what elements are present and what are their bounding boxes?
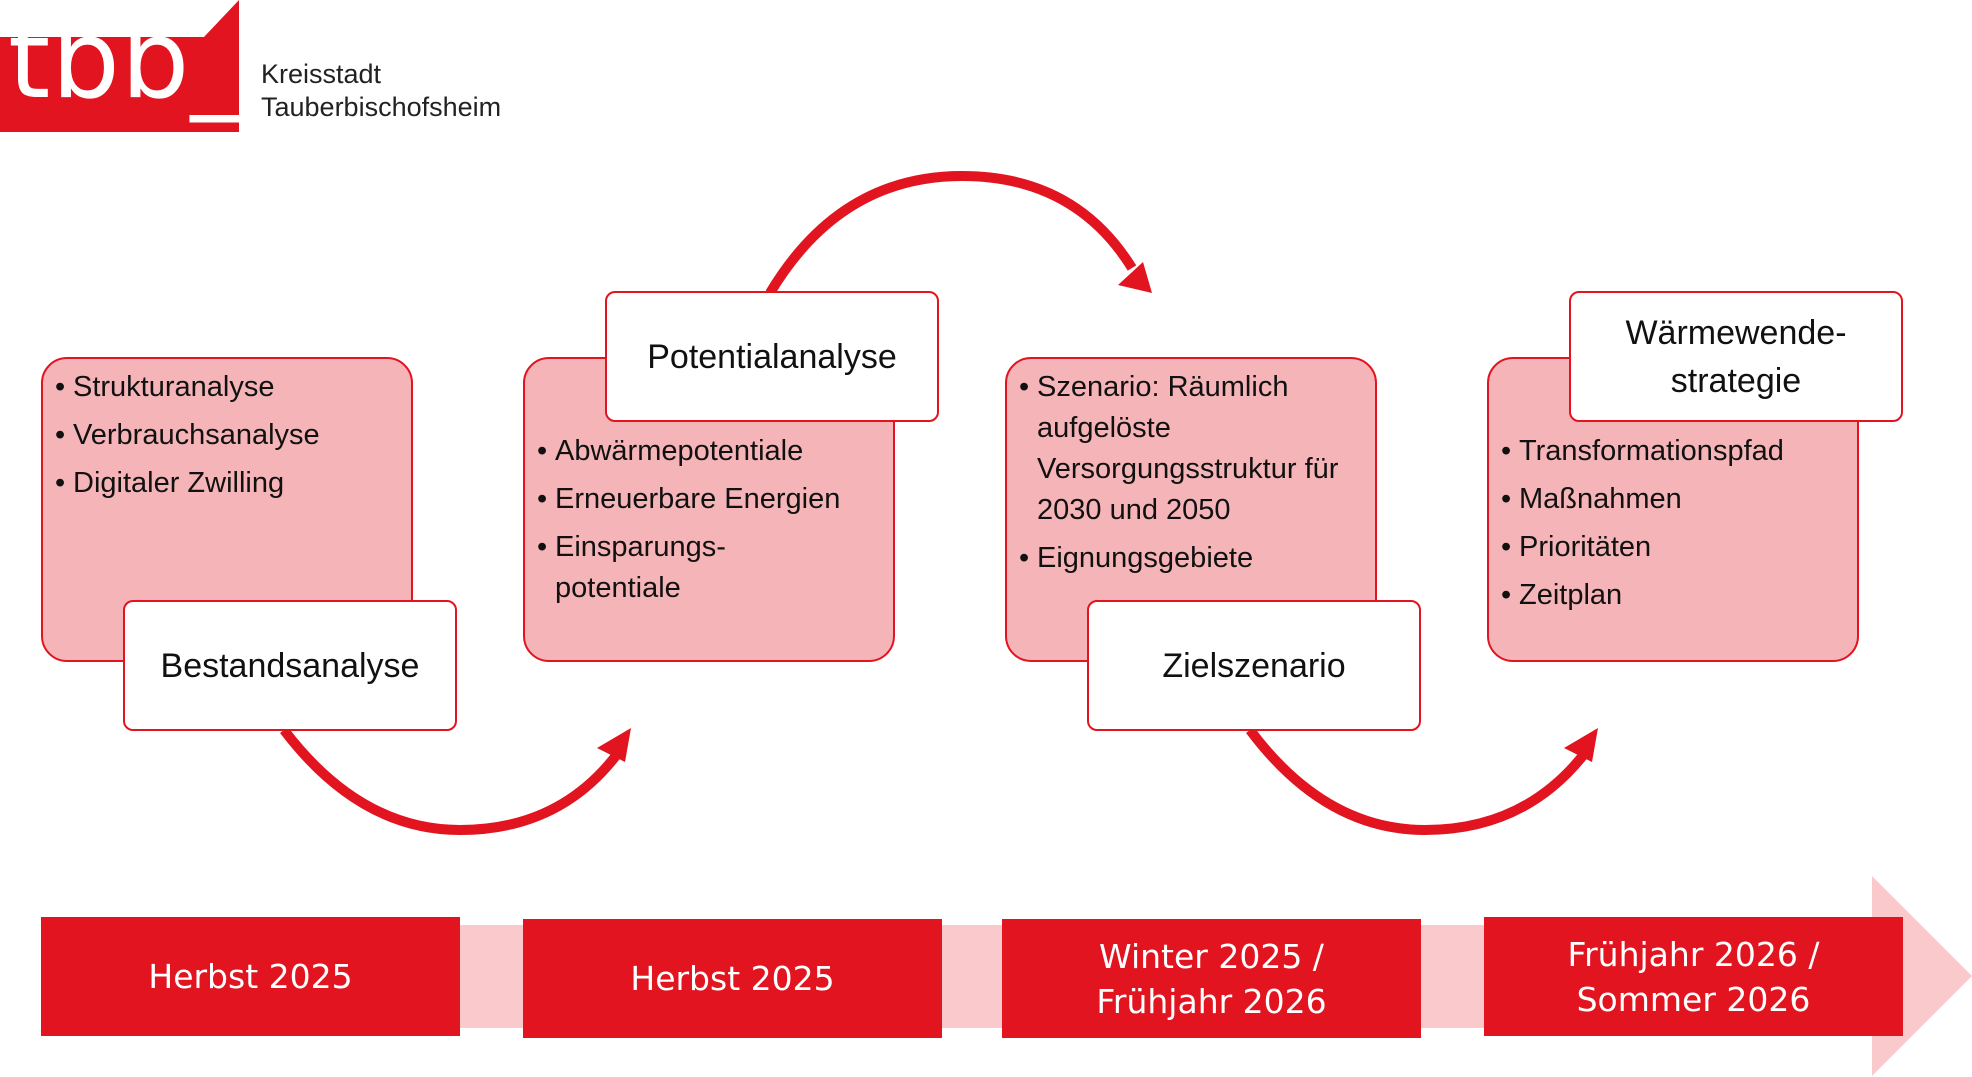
timeline-phase-1: Herbst 2025 xyxy=(41,917,460,1036)
step-1-title: Bestandsanalyse xyxy=(123,600,457,731)
timeline-phase-2: Herbst 2025 xyxy=(523,919,942,1038)
step-4-item-2: • Maßnahmen xyxy=(1499,479,1851,520)
arrow-1-head xyxy=(597,728,631,762)
step-3-item-2: • Eignungsgebiete xyxy=(1017,538,1369,579)
step-4-bullets xyxy=(1499,431,1851,623)
logo-line-1: Kreisstadt xyxy=(261,59,382,89)
step-3-bullets xyxy=(1017,367,1369,586)
step-3-item-1: • Szenario: Räumlich aufgelöste Versorgungsstruktur für 2030 und 2050 xyxy=(1017,367,1369,531)
step-1-item-1: • Strukturanalyse xyxy=(53,367,405,408)
step-3-title: Zielszenario xyxy=(1087,600,1421,731)
arrow-2 xyxy=(770,176,1132,293)
step-1-item-3: • Digitaler Zwilling xyxy=(53,463,405,504)
timeline-phase-4: Frühjahr 2026 / Sommer 2026 xyxy=(1484,917,1903,1036)
step-1-bullets xyxy=(53,367,405,511)
arrow-3-head xyxy=(1564,728,1598,762)
step-4-title: Wärmewende- strategie xyxy=(1569,291,1903,422)
step-1-item-2: • Verbrauchsanalyse xyxy=(53,415,405,456)
step-2-item-3: • Einsparungs- potentiale xyxy=(535,527,887,609)
step-2-item-2: • Erneuerbare Energien xyxy=(535,479,887,520)
arrow-2-head xyxy=(1118,262,1152,293)
logo-subtitle xyxy=(261,58,501,124)
timeline-phase-3: Winter 2025 / Frühjahr 2026 xyxy=(1002,919,1421,1038)
step-2-item-1: • Abwärmepotentiale xyxy=(535,431,887,472)
step-2-bullets xyxy=(535,431,887,616)
step-4-item-1: • Transformationspfad xyxy=(1499,431,1851,472)
logo-line-2: Tauberbischofsheim xyxy=(261,92,502,122)
arrow-1 xyxy=(284,730,618,830)
step-2-title: Potentialanalyse xyxy=(605,291,939,422)
step-4-item-4: • Zeitplan xyxy=(1499,575,1851,616)
logo-text: tbb_ xyxy=(8,0,246,123)
step-4-item-3: • Prioritäten xyxy=(1499,527,1851,568)
arrow-3 xyxy=(1250,730,1585,830)
